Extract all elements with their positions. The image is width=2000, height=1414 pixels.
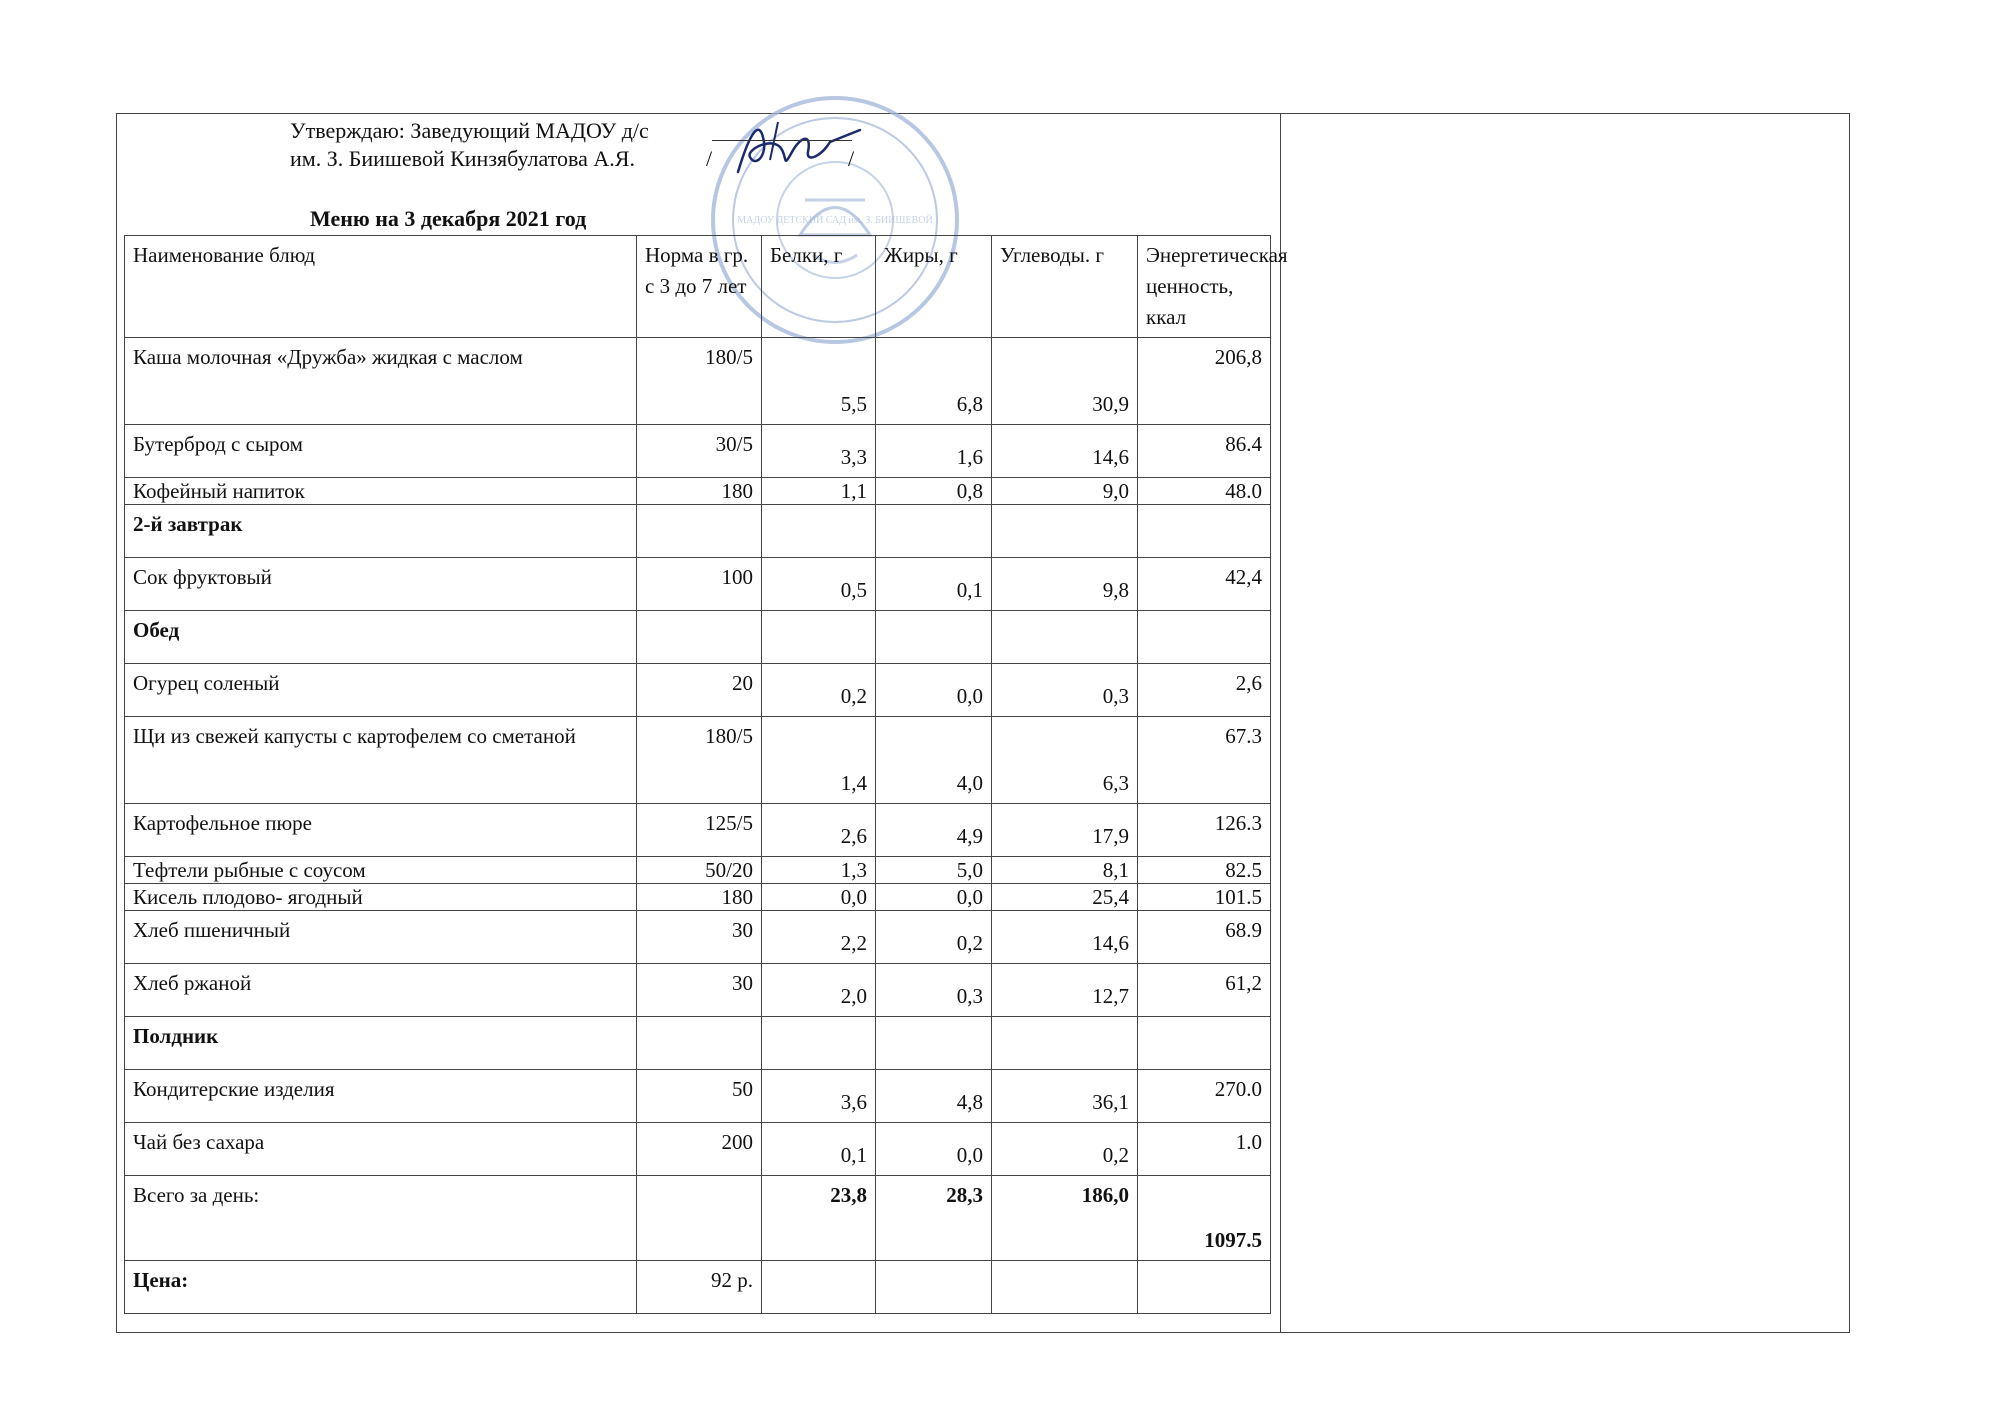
header-protein: Белки, г — [762, 236, 876, 338]
dish-name: Тефтели рыбные с соусом — [125, 857, 637, 884]
dish-name: Кондитерские изделия — [125, 1070, 637, 1123]
table-header-row — [125, 236, 1271, 338]
dish-carbs: 14,6 — [992, 425, 1138, 478]
dish-energy: 2,6 — [1138, 664, 1271, 717]
table-row — [125, 717, 1271, 804]
dish-fat: 6,8 — [876, 338, 992, 425]
dish-protein: 1,3 — [762, 857, 876, 884]
dish-energy: 67.3 — [1138, 717, 1271, 804]
table-row — [125, 857, 1271, 884]
table-row — [125, 1123, 1271, 1176]
dish-carbs: 8,1 — [992, 857, 1138, 884]
dish-name: Картофельное пюре — [125, 804, 637, 857]
dish-name: Хлеб ржаной — [125, 964, 637, 1017]
dish-norm: 30/5 — [637, 425, 762, 478]
dish-energy: 61,2 — [1138, 964, 1271, 1017]
dish-energy: 101.5 — [1138, 884, 1271, 911]
svg-text:МАДОУ ДЕТСКИЙ САД им. З. БИИШЕ: МАДОУ ДЕТСКИЙ САД им. З. БИИШЕВОЙ — [737, 215, 933, 226]
dish-energy: 1.0 — [1138, 1123, 1271, 1176]
dish-norm: 50/20 — [637, 857, 762, 884]
dish-name: Хлеб пшеничный — [125, 911, 637, 964]
dish-fat: 0,0 — [876, 884, 992, 911]
dish-energy: 82.5 — [1138, 857, 1271, 884]
section-title: 2-й завтрак — [125, 505, 637, 558]
total-label: Всего за день: — [125, 1176, 637, 1261]
table-row — [125, 911, 1271, 964]
section-title: Полдник — [125, 1017, 637, 1070]
dish-norm: 125/5 — [637, 804, 762, 857]
dish-norm: 30 — [637, 964, 762, 1017]
dish-name: Кофейный напиток — [125, 478, 637, 505]
total-protein: 23,8 — [762, 1176, 876, 1261]
header-energy: Энергетическая ценность, ккал — [1138, 236, 1271, 338]
dish-fat: 0,1 — [876, 558, 992, 611]
table-row — [125, 338, 1271, 425]
dish-energy: 206,8 — [1138, 338, 1271, 425]
total-carbs: 186,0 — [992, 1176, 1138, 1261]
header-name: Наименование блюд — [125, 236, 637, 338]
section-title: Обед — [125, 611, 637, 664]
approval-line-2: им. З. Биишевой Кинзябулатова А.Я. — [290, 146, 635, 171]
column-divider — [1280, 113, 1281, 1333]
table-row — [125, 1070, 1271, 1123]
dish-norm: 180/5 — [637, 338, 762, 425]
dish-carbs: 17,9 — [992, 804, 1138, 857]
table-row — [125, 804, 1271, 857]
header-norm: Норма в гр. с 3 до 7 лет — [637, 236, 762, 338]
dish-protein: 0,1 — [762, 1123, 876, 1176]
dish-fat: 0,8 — [876, 478, 992, 505]
dish-protein: 2,6 — [762, 804, 876, 857]
dish-fat: 0,2 — [876, 911, 992, 964]
menu-title: Меню на 3 декабря 2021 год — [310, 206, 587, 231]
dish-name: Каша молочная «Дружба» жидкая с маслом — [125, 338, 637, 425]
price-value: 92 р. — [637, 1261, 762, 1314]
table-row — [125, 664, 1271, 717]
dish-name: Чай без сахара — [125, 1123, 637, 1176]
dish-name: Щи из свежей капусты с картофелем со сметаной — [125, 717, 637, 804]
dish-carbs: 6,3 — [992, 717, 1138, 804]
dish-fat: 4,8 — [876, 1070, 992, 1123]
dish-carbs: 9,8 — [992, 558, 1138, 611]
price-label: Цена: — [125, 1261, 637, 1314]
section-row — [125, 1017, 1271, 1070]
dish-fat: 0,0 — [876, 1123, 992, 1176]
dish-norm: 20 — [637, 664, 762, 717]
dish-energy: 86.4 — [1138, 425, 1271, 478]
dish-protein: 2,0 — [762, 964, 876, 1017]
dish-carbs: 14,6 — [992, 911, 1138, 964]
dish-protein: 0,5 — [762, 558, 876, 611]
dish-fat: 0,3 — [876, 964, 992, 1017]
total-energy: 1097.5 — [1138, 1176, 1271, 1261]
section-row — [125, 505, 1271, 558]
dish-carbs: 9,0 — [992, 478, 1138, 505]
dish-norm: 50 — [637, 1070, 762, 1123]
dish-protein: 2,2 — [762, 911, 876, 964]
dish-norm: 180 — [637, 478, 762, 505]
header-fat: Жиры, г — [876, 236, 992, 338]
dish-energy: 42,4 — [1138, 558, 1271, 611]
approval-line-1: Утверждаю: Заведующий МАДОУ д/с — [290, 118, 649, 143]
dish-norm: 180/5 — [637, 717, 762, 804]
dish-fat: 5,0 — [876, 857, 992, 884]
dish-protein: 5,5 — [762, 338, 876, 425]
dish-protein: 0,0 — [762, 884, 876, 911]
dish-fat: 0,0 — [876, 664, 992, 717]
dish-carbs: 0,3 — [992, 664, 1138, 717]
dish-energy: 68.9 — [1138, 911, 1271, 964]
total-row — [125, 1176, 1271, 1261]
dish-norm: 30 — [637, 911, 762, 964]
signature-line — [712, 140, 852, 141]
dish-name: Кисель плодово- ягодный — [125, 884, 637, 911]
header-carbs: Углеводы. г — [992, 236, 1138, 338]
table-row — [125, 558, 1271, 611]
dish-energy: 126.3 — [1138, 804, 1271, 857]
dish-norm: 200 — [637, 1123, 762, 1176]
dish-energy: 48.0 — [1138, 478, 1271, 505]
total-fat: 28,3 — [876, 1176, 992, 1261]
price-row — [125, 1261, 1271, 1314]
dish-fat: 4,0 — [876, 717, 992, 804]
dish-carbs: 30,9 — [992, 338, 1138, 425]
signature-slash-left: / — [706, 146, 713, 171]
dish-protein: 0,2 — [762, 664, 876, 717]
dish-norm: 100 — [637, 558, 762, 611]
table-row — [125, 964, 1271, 1017]
dish-name: Огурец соленый — [125, 664, 637, 717]
menu-body — [125, 338, 1271, 1176]
menu-table — [124, 235, 1288, 1314]
dish-protein: 1,4 — [762, 717, 876, 804]
dish-protein: 3,6 — [762, 1070, 876, 1123]
dish-fat: 4,9 — [876, 804, 992, 857]
dish-carbs: 25,4 — [992, 884, 1138, 911]
dish-name: Бутерброд с сыром — [125, 425, 637, 478]
dish-protein: 3,3 — [762, 425, 876, 478]
signature-slash-right: / — [848, 146, 855, 171]
dish-energy: 270.0 — [1138, 1070, 1271, 1123]
table-row — [125, 884, 1271, 911]
approval-block — [290, 117, 649, 173]
dish-norm: 180 — [637, 884, 762, 911]
dish-carbs: 0,2 — [992, 1123, 1138, 1176]
dish-fat: 1,6 — [876, 425, 992, 478]
table-row — [125, 425, 1271, 478]
dish-name: Сок фруктовый — [125, 558, 637, 611]
dish-carbs: 12,7 — [992, 964, 1138, 1017]
table-row — [125, 478, 1271, 505]
section-row — [125, 611, 1271, 664]
dish-protein: 1,1 — [762, 478, 876, 505]
dish-carbs: 36,1 — [992, 1070, 1138, 1123]
